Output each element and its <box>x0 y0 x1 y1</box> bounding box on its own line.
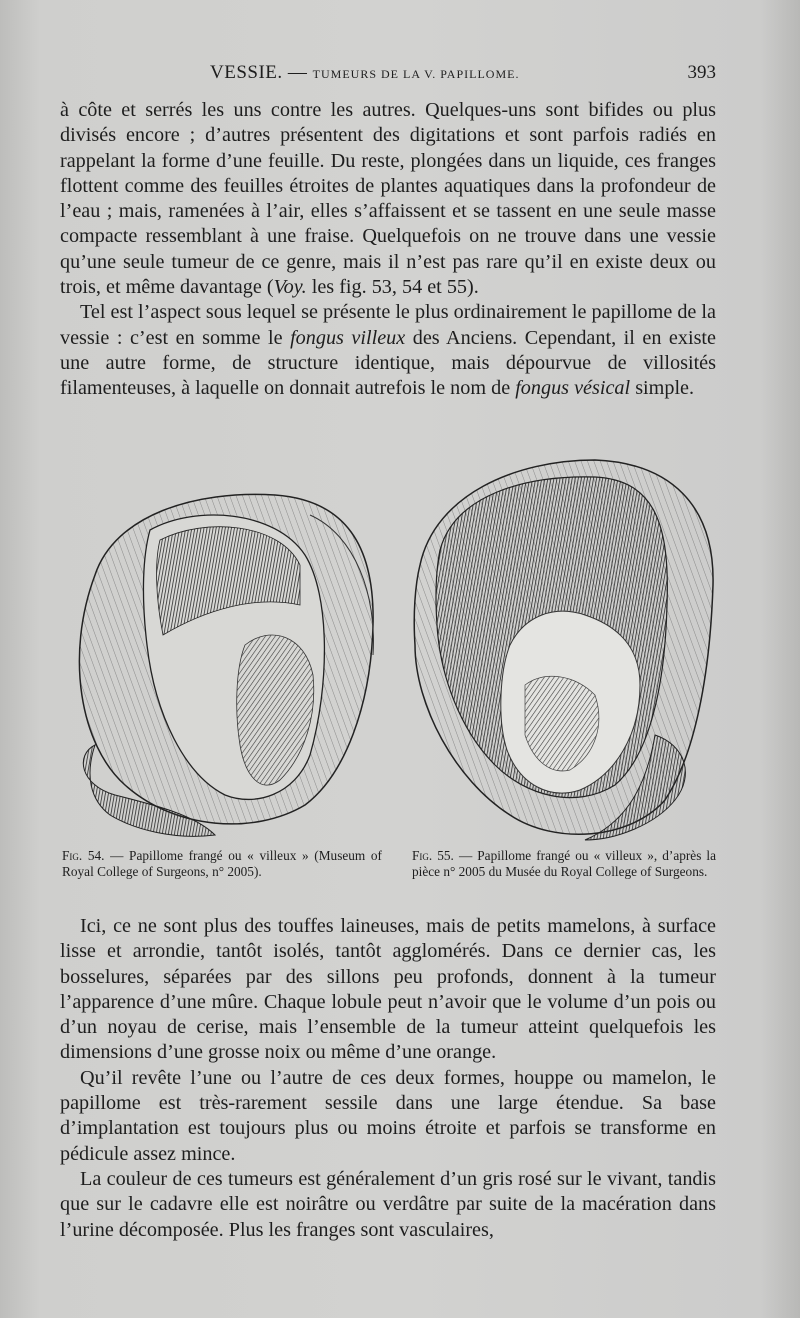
fongus-vesical-italic: fongus vésical <box>515 377 631 400</box>
figure-54-drawing <box>79 494 373 836</box>
voy-italic: Voy. <box>273 276 307 299</box>
text-block-top <box>60 98 716 402</box>
paragraph-1-text: à côte et serrés les uns contre les autres. Quelques-uns sont bifides ou plus divisés encore ; d’autres présentent des digitations et sont parfois radiés en rappelant la forme d’une feuille. Du reste, plongées dans un liquide, ces franges flottent comme des feuilles étroites de plantes aquatiques dans la profondeur de l’eau ; mais, ramenées à l’air, elles s’affaissent et se tassent en une seule masse compacte ressemblant à une fraise. Quelquefois on ne trouve dans une vessie qu’une seule tumeur de ce genre, mais il n’est pas rare qu’il en existe deux ou trois, et même davantage ( <box>60 99 716 299</box>
paragraph-5: La couleur de ces tumeurs est généralement d’un gris rosé sur le vivant, tandis que sur le cadavre elle est noirâtre ou verdâtre par suite de la macération dans l’urine décomposée. Plus les franges sont vasculaires, <box>60 1167 716 1241</box>
paragraph-4: Qu’il revête l’une ou l’autre de ces deux formes, houppe ou mamelon, le papillome est très-rarement sessile dans une large étendue. Sa base d’implantation est toujours plus ou moins étroite et parfois se transforme en pédicule assez mince. <box>60 1066 716 1165</box>
figure-55-label: Fig. 55. <box>412 848 454 863</box>
running-title <box>210 62 519 84</box>
header-dash: — <box>287 62 308 83</box>
paragraph-1 <box>60 98 716 300</box>
paragraph-2 <box>60 300 716 401</box>
fongus-villeux-italic: fongus villeux <box>290 326 406 349</box>
paragraph-2-end: simple. <box>630 377 695 400</box>
figure-55-text: — Papillome frangé ou « villeux », d’après la pièce n° 2005 du Musée du Royal College of Surgeons. <box>412 848 717 879</box>
figures-illustration <box>55 455 725 845</box>
paragraph-3: Ici, ce ne sont plus des touffes laineuses, mais de petits mamelons, à surface lisse et arrondie, tantôt isolés, tantôt agglomérés. Dans ce dernier cas, les bosselures, séparées par des sillons peu profonds, donnent à la tumeur l’apparence d’une mûre. Chaque lobule peut n’avoir que le volume d’un pois ou d’un noyau de cerise, mais l’ensemble de la tumeur atteint quelquefois les dimensions d’une grosse noix ou même d’une orange. <box>60 915 716 1064</box>
figure-54-text: — Papillome frangé ou « villeux » (Museum of Royal College of Surgeons, n° 2005). <box>62 848 382 879</box>
figure-54-caption <box>62 848 382 880</box>
figures-area <box>55 455 725 845</box>
paragraph-2-text: Tel est l’aspect sous lequel se présente le plus ordinairement le papillome de la vessie : c’est en somme le <box>60 301 716 349</box>
running-header <box>60 62 716 90</box>
subsection-title: TUMEURS DE LA V. PAPILLOME. <box>312 67 520 81</box>
figure-55-caption <box>412 848 716 880</box>
text-block-bottom <box>60 914 716 1243</box>
figure-54-label: Fig. 54. <box>62 848 105 863</box>
section-title: VESSIE. <box>210 62 283 83</box>
paragraph-1-end: les fig. 53, 54 et 55). <box>306 276 479 299</box>
figure-55-drawing <box>414 460 713 840</box>
paragraph-2-middle: des Anciens. Cependant, il en existe une autre forme, de structure identique, mais dépourvue de villosités filamenteuses, à laquelle on donnait autrefois le nom de <box>60 326 717 400</box>
page-number: 393 <box>687 62 716 83</box>
